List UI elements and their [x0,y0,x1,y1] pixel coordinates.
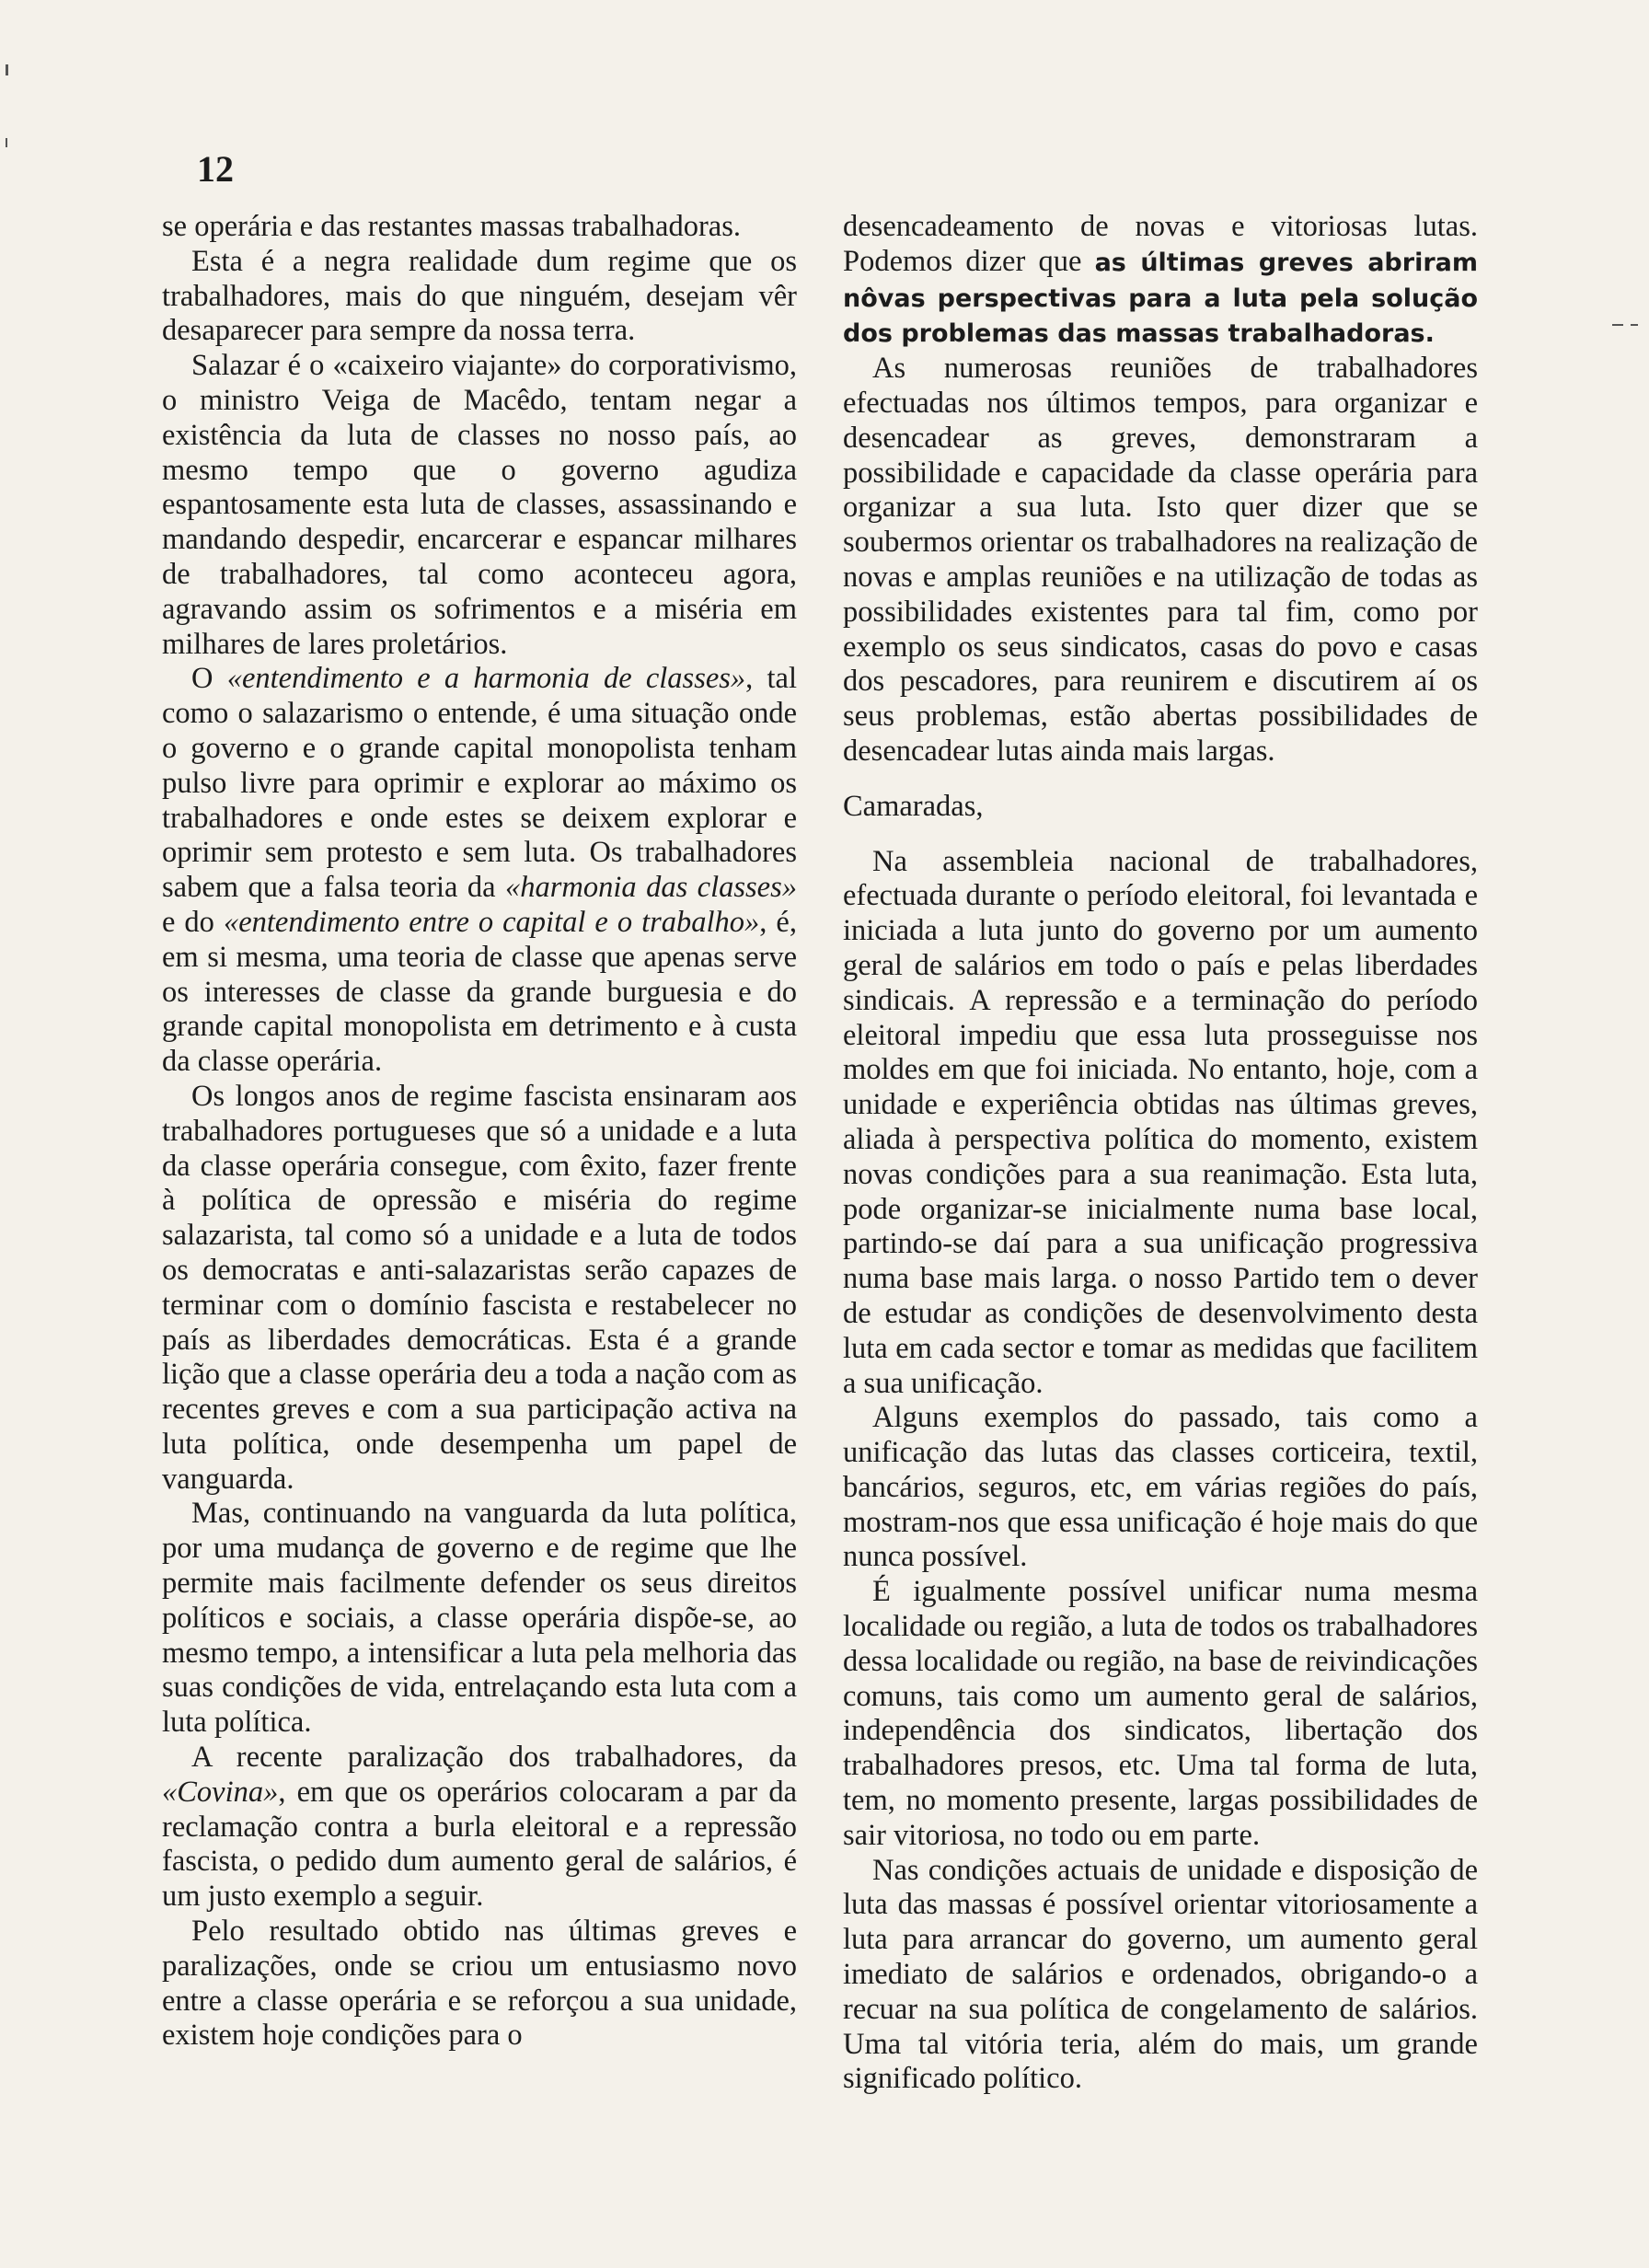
paragraph: As numerosas reuniões de trabalhadores efectuadas nos últimos tempos, para organizar e desencadear as greves, demonstraram a possibilidade e capacidade da classe operária para organizar a sua luta. Isto quer dizer que se soubermos orientar os trabalhadores na realização de novas e amplas reuniões e na utilização de todas as possibilidades existentes para tal fim, como por exemplo os seus sindicatos, casas do povo e casas dos pescadores, para reunirem e discutirem aí os seus problemas, estão abertas possibilidades de desencadear lutas ainda mais largas. [843,352,1478,768]
paragraph [843,210,1478,352]
paragraph: Nas condições actuais de unidade e disposição de luta das massas é possível orientar vitoriosamente a luta para arrancar do governo, um aumento geral imediato de salários e ordenados, obrigando-o a recuar na sua política de congelamento de salários. Uma tal vitória teria, além do mais, um grande significado político. [843,1853,1478,2096]
paragraph: Alguns exemplos do passado, tais como a unificação das lutas das classes corticeira, textil, bancários, seguros, etc, em várias regiões do país, mostram-nos que essa unificação é hoje mais do que nunca possível. [843,1401,1478,1574]
paragraph: Os longos anos de regime fascista ensinaram aos trabalhadores portugueses que só a unidade e a luta da classe operária consegue, com êxito, fazer frente à política de opressão e miséria do regime salazarista, tal como só a unidade e a luta de todos os democratas e anti-salazaristas serão capazes de terminar com o domínio fascista e restabelecer no país as liberdades democráticas. Esta é a grande lição que a classe operária deu a toda a nação com as recentes greves e com a sua participação activa na luta política, onde desempenha um papel de vanguarda. [162,1079,797,1496]
left-column [162,210,797,2054]
text-run: , em que os operários colocaram a par da reclamação contra a burla eleitoral e a repressão fascista, o pedido dum aumento geral de salários, é um justo exemplo a seguir. [162,1775,797,1914]
margin-mark [6,64,8,75]
paragraph: Pelo resultado obtido nas últimas greves e paralizações, onde se criou um entusiasmo novo entre a classe operária e se reforçou a sua unidade, existem hoje condições para o [162,1915,797,2053]
paragraph: Salazar é o «caixeiro viajante» do corporativismo, o ministro Veiga de Macêdo, tentam negar a existência da luta de classes no nosso país, ao mesmo tempo que o governo agudiza espantosamente esta luta de classes, assassinando e mandando despedir, encarcerar e espancar milhares de trabalhadores, tal como aconteceu agora, agravando assim os sofrimentos e a miséria em milhares de lares proletários. [162,349,797,661]
margin-mark [1631,324,1638,326]
paragraph [162,1741,797,1915]
page-number: 12 [197,148,234,190]
italic-phrase: «Covina» [162,1775,279,1809]
text-run: desencadeamento de novas e vitoriosas lutas. Podemos dizer que [843,210,1478,278]
right-column [843,210,1478,2097]
text-run: A recente paralização dos trabalhadores, da [191,1741,797,1775]
paragraph: se operária e das restantes massas trabalhadoras. [162,210,741,243]
bold-emphasis: as últimas greves abriram nôvas perspectivas para a luta pela solução dos problemas das massas trabalhadoras. [843,248,1478,349]
paragraph: Mas, continuando na vanguarda da luta política, por uma mudança de governo e de regime que lhe permite mais facilmente defender os seus direitos políticos e sociais, a classe operária dispõe-se, ao mesmo tempo, a intensificar a luta pela melhoria das suas condições de vida, entrelaçando esta luta com a luta política. [162,1497,797,1740]
paragraph: É igualmente possível unificar numa mesma localidade ou região, a luta de todos os trabalhadores dessa localidade ou região, na base de reivindicações comuns, tais como um aumento geral de salários, independência dos sindicatos, libertação dos trabalhadores presos, etc. Uma tal forma de luta, tem, no momento presente, largas possibilidades de sair vitoriosa, no todo ou em parte. [843,1575,1478,1852]
paragraph: Na assembleia nacional de trabalhadores, efectuada durante o período eleitoral, foi levantada e iniciada a luta junto do governo por um aumento geral de salários em todo o país e pelas liberdades sindicais. A repressão e a terminação do período eleitoral impediu que essa luta prosseguisse nos moldes em que foi iniciada. No entanto, hoje, com a unidade e experiência obtidas nas últimas greves, aliada à perspectiva política do momento, existem novas condições para a sua reanimação. Esta luta, pode organizar-se inicialmente numa base local, partindo-se daí para a sua unificação progressiva numa base mais larga. o nosso Partido tem o dever de estudar as condições de desenvolvimento desta luta em cada sector e tomar as medidas que facilitem a sua unificação. [843,844,1478,1400]
text-run: , é, em si mesma, uma teoria de classe que apenas serve os interesses de classe da grande burguesia e do grande capital monopolista em detrimento e à custa da classe operária. [162,905,797,1079]
text-run: , tal como o salazarismo o entende, é uma situação onde o governo e o grande capital monopolista tenham pulso livre para oprimir e explorar ao máximo os trabalhadores e onde estes se deixem explorar e oprimir sem protesto e sem luta. Os trabalhadores sabem que a falsa teoria da [162,662,797,905]
text-run: O [191,662,227,696]
italic-phrase: «entendimento e a harmonia de classes» [226,662,746,696]
paragraph: Esta é a negra realidade dum regime que os trabalhadores, mais do que ninguém, desejam vêr desaparecer para sempre da nossa terra. [162,244,797,348]
italic-phrase: «entendimento entre o capital e o trabalho» [223,905,760,939]
text-run: e do [162,905,224,939]
salutation: Camaradas, [843,789,984,823]
paragraph [162,662,797,1080]
italic-phrase: «harmonia das classes» [505,871,797,905]
margin-mark [1612,324,1623,326]
margin-mark [6,138,7,147]
